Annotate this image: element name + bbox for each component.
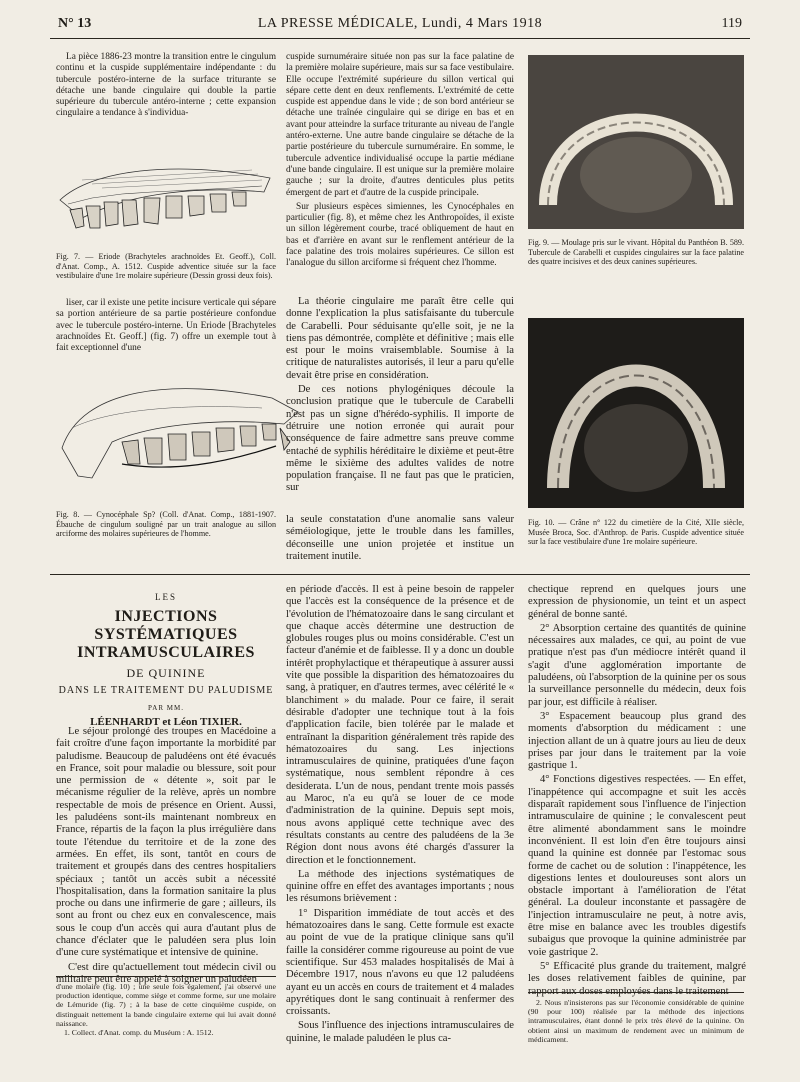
running-header <box>50 16 750 36</box>
article-subtitle: DE QUININE <box>126 666 206 680</box>
fig7-caption: Fig. 7. — Eriode (Brachyteles arachnoïdes Et. Geoff.), Coll. d'Anat. Comp., A. 1512. Cuspide adventice située sur la face vestibulaire d'une 1re molaire supérieure (Dessin grossi deux fois). <box>56 252 276 281</box>
fig8-caption: Fig. 8. — Cynocéphale Sp? (Coll. d'Anat. Comp., 1881-1907. Ébauche de cingulum souligné par un trait analogue au sillon arciforme des molaires supérieures de l'homme. <box>56 510 276 539</box>
article-authors: LÉENHARDT et Léon TIXIER. <box>90 716 242 728</box>
article-kicker: LES <box>154 592 177 602</box>
fig10-caption: Fig. 10. — Crâne n° 122 du cimetière de la Cité, XIIe siècle, Musée Broca, Soc. d'Anthrop. de Paris. Cuspide adventice située sur la face vestibulaire d'une 1re molaire supérieure. <box>528 518 744 547</box>
figure-8 <box>52 368 302 502</box>
article-title: INJECTIONS SYSTÉMATIQUES INTRAMUSCULAIRES <box>77 608 255 661</box>
col2-top-text: cuspide surnuméraire située non pas sur la face palatine de la première molaire supérieure, mais sur sa face vestibulaire. Elle occupe l'extrémité supérieure du sillon vertical qui sépare cette dent en deux renflements. L'extrémité de cette cuspide est appendue dans le vide ; de son bord antérieur se détache une traînée cingulaire qui se dirige en bas et en avant pour atteindre la surface triturante au niveau de l'angle antéro-externe. Une autre bande cingulaire se détache de la partie postérieure du tubercule surnuméraire. En somme, le tubercule adventice individualisé occupe la partie médiane d'une bande cingulaire. Il est unique sur la première molaire gauche ; sur la droite, d'autres denticules plus petits émergent de part et d'autre de la cuspide principale. Sur plusieurs espèces simiennes, les Cynocéphales en particulier (fig. 8), et même chez les Anthropoïdes, il existe un sillon légèrement courbe, tracé obliquement de haut en bas et d'arrière en avant sur le renflement antérieur de la face palatine des trois molaires supérieures. Ce sillon est l'analogue du sillon arciforme si fréquent chez l'homme. <box>286 52 514 269</box>
fig7-jaw-drawing <box>52 140 278 244</box>
col1-top-text: La pièce 1886-23 montre la transition entre le cingulum continu et la cuspide supplémentaire indépendante : du tubercule postéro-interne de la surface triturante se détache une bande cingulaire qui double la partie supérieure du tubercule antéro-interne ; cette expansion cingulaire a tendance à s'individua- <box>56 52 276 119</box>
figure-10-photo <box>528 318 744 508</box>
article-by: PAR MM. <box>148 704 184 712</box>
article-subtitle-2: DANS LE TRAITEMENT DU PALUDISME <box>58 685 274 696</box>
page-number: 119 <box>721 16 742 31</box>
fig10-skull <box>528 318 744 508</box>
col1-mid-text: liser, car il existe une petite incisure verticale qui sépare sa portion antérieure de sa partie postérieure confondue avec le tubercule postéro-interne. Un Eriode [Brachyteles arachnoïdes Et. Geoff.] (fig. 7) offre un exemple tout à fait exceptionnel d'une <box>56 298 276 354</box>
footnote-rule-right <box>528 992 744 993</box>
fig9-caption: Fig. 9. — Moulage pris sur le vivant. Hôpital du Panthéon B. 589. Tubercule de Carabelli et cuspides cingulaires sur la face palatine des quatre incisives et des deux canines supérieures. <box>528 238 744 267</box>
figure-9-photo <box>528 55 744 229</box>
issue-number: N° 13 <box>58 16 92 31</box>
footnote-right: 2. Nous n'insisterons pas sur l'économie considérable de quinine (90 pour 100) réalisée par la méthode des injections intramusculaires, étant donné le prix très élevé de la quinine. On obtient ainsi un maximum de rendement avec un minimum de médicament. <box>528 998 744 1044</box>
footnote-left: d'une molaire (fig. 10) ; une seule fois également, j'ai observé une production identique, comme siège et comme forme, sur une molaire de Lémuride (fig. 7) ; à la base de cette cinquième cuspide, on distinguait nettement la bande cingulaire externe qui lui avait donné naissance. 1. Collect. d'Anat. comp. du Muséum : A. 1512. <box>56 982 276 1038</box>
article-col3-text: chectique reprend en quelques jours une expression de physionomie, un teint et un aspect général de bonne santé. 2° Absorption certaine des quantités de quinine nécessaires aux malades, ce qui, au point de vue pratique n'est pas d'un médiocre intérêt quand il s'agit d'une agglomération importante de paludéens, où l'absorption de la quinine per os sous la surveillance personnelle du médecin, deux fois par jour, est difficile à réaliser. 3° Espacement beaucoup plus grand des moments d'absorption du médicament : une injection allant de un à quatre jours au lieu de deux prises par jour dans le traitement par la voie gastrique 1. 4° Fonctions digestives respectées. — En effet, l'inappétence qui accompagne et suit les accès disparaît rapidement sous l'influence de l'injection intramusculaire de quinine ; le convalescent peut être alimenté abondamment sans le moindre inconvénient. Il est loin d'en être toujours ainsi quand la quinine est donnée par l'estomac sous forme de cachet ou de solution : l'inappétence, les digestions lentes et douloureuses sont alors un obstacle important à l'amélioration de l'état général. La douleur inconstante et passagère de l'injection intramusculaire ne peut, à notre avis, être mise en balance avec les troubles digestifs subaigus que provoque la quinine administrée par voie gastrique 2. 5° Efficacité plus grande du traitement, malgré les doses relativement faibles de quinine, par rapport aux doses employées dans le traitement <box>528 584 746 997</box>
footnote-rule-left <box>56 976 276 977</box>
article-col2-text: en période d'accès. Il est à peine besoin de rappeler que l'accès est la conséquence de la présence et de l'évolution de l'hématozoaire dans le sang circulant et que chaque accès détermine une destruction de globules rouges plus ou moins considérable. C'est un facteur d'anémie et de faiblesse. Il y a donc un double intérêt prophylactique et thérapeutique à assurer aussi vite que possible la disparition des hématozoaires du sang, à pratiquer, en d'autres termes, avec célérité le « blanchiment » du malade. Pour ce faire, il serait désirable d'adopter une technique tout à la fois d'application facile, bien tolérée par le malade et entraînant la disparition généralement très rapide des hématozoaires du sang. Les injections intramusculaires de quinine, pratiquées d'une façon systématique, nous semblent répondre à ces desiderata. L'un de nous, pendant trente mois passés au Maroc, n'a eu qu'à se louer de ce mode d'administration de la quinine. Depuis sept mois, nous avons appliqué cette technique avec des résultats constants au centre des paludéens de la 3e Région dont nous avons été chargés d'assurer la direction et le fonctionnement. La méthode des injections systématiques de quinine offre en effet des avantages importants ; nous les résumons brièvement : 1° Disparition immédiate de tout accès et des hématozoaires dans le sang. Cette formule est exacte au point de vue de la pratique clinique sans qu'il faille la considérer comme rigoureuse au point de vue scientifique. Sur 453 malades hospitalisés de Mai à Décembre 1917, nous n'avons eu que 12 paludéens ayant eu un accès en cours de traitement et 4 malades apyrétiques dont le sang continuait à renfermer des croissants. Sous l'influence des injections intramusculaires de quinine, le malade paludéen le plus ca- <box>286 584 514 1044</box>
section-divider <box>50 574 750 575</box>
figure-7 <box>52 140 278 244</box>
header-rule <box>50 38 750 39</box>
col2-mid-text: La théorie cingulaire me paraît être celle qui donne l'explication la plus satisfaisante du tubercule de Carabelli. Pour séduisante qu'elle soit, je ne la tiens pas démontrée, complète et définitive ; mais elle est pour le moins vraisemblable. Soumise à la critique de naturalistes autorisés, il leur a paru qu'elle devait être prise en considération. De ces notions phylogéniques découle la conclusion pratique que le tubercule de Carabelli n'est pas un signe d'hérédo-syphilis. Il importe de détruire une notion erronée qui aurait pour conséquence de faire admettre sans preuve comme entaché de syphilis héréditaire le dixième et peut-être même le sixième des adultes valides de notre population française. Il ne faut pas que le praticien, sur <box>286 296 514 494</box>
journal-title: LA PRESSE MÉDICALE, Lundi, 4 Mars 1918 <box>257 16 543 31</box>
article-title-block <box>54 592 278 728</box>
fig9-dental-cast <box>528 55 744 229</box>
fig8-jaw-drawing <box>52 368 302 502</box>
article-col1-text: Le séjour prolongé des troupes en Macédoine a fait croître d'une façon importante la morbidité par paludisme. Beaucoup de paludéens ont été évacués en France, soit pour maladie ou blessure, soit pour une permission de « détente », soit par le mécanisme régulier de la relève, après un nombre respectable de mois de présence en Orient. Aussi, les paludéens sont-ils maintenant nombreux en France, répartis de la façon la plus irrégulière dans toute l'étendue du territoire et de la zone des armées. En effet, ils sont, tantôt en cours de traitement et groupés dans des centres hospitaliers spéciaux ; tantôt un accès subit a nécessité l'hospitalisation, dans la formation sanitaire la plus proche ou dans une infirmerie de gare ; ailleurs, ils sont au front ou chez eux en convalescence, mais sous le coup d'un accès qui aura d'autant plus de chance d'éclater que le paludéen sera plus loin d'une cure systématique et intensive de quinine. C'est dire qu'actuellement tout médecin civil ou militaire peut être appelé à soigner un paludéen <box>56 726 276 985</box>
col2-bottom-text: la seule constatation d'une anomalie sans valeur séméiologique, jette le trouble dans les familles, déconseille une union projetée et institue un traitement inutile. <box>286 514 514 562</box>
